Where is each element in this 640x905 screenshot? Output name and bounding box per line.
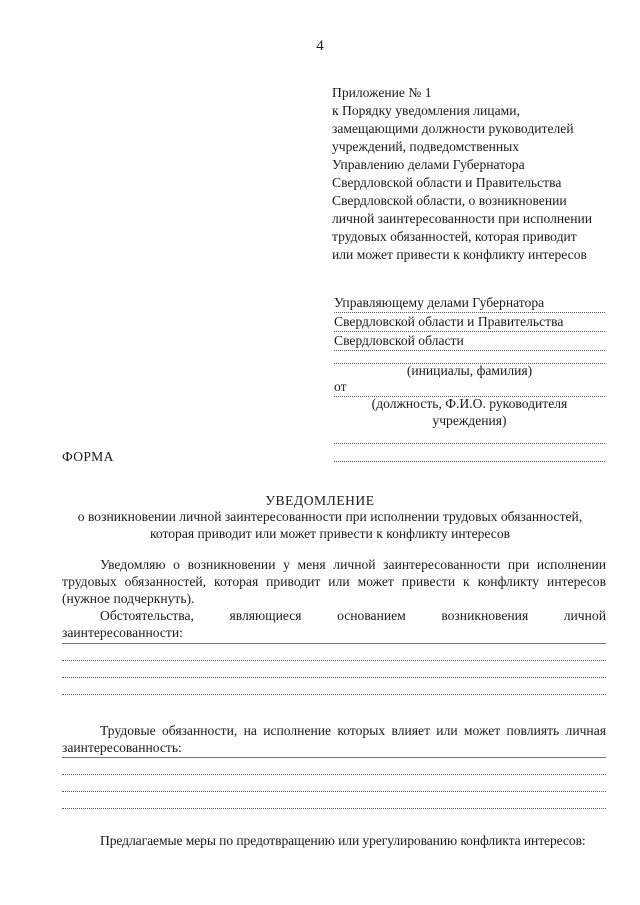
fill-line xyxy=(62,677,606,678)
appendix-line: замещающими должности руководителей xyxy=(332,121,574,136)
circumstances-paragraph xyxy=(62,607,606,641)
document-title: УВЕДОМЛЕНИЕ xyxy=(265,493,375,508)
fill-line xyxy=(62,808,606,809)
appendix-line: учреждений, подведомственных xyxy=(332,139,520,154)
word: основанием xyxy=(337,608,406,623)
addressee-line-1: Управляющему делами Губернатора xyxy=(334,294,605,313)
word: Обстоятельства, xyxy=(100,608,194,623)
circumstances-end: заинтересованности: xyxy=(62,625,183,640)
appendix-line: личной заинтересованности при исполнении xyxy=(332,211,593,226)
circumstances-first-line xyxy=(62,607,606,624)
word: возникновения xyxy=(441,608,529,623)
fill-line xyxy=(62,791,606,792)
fill-line xyxy=(62,774,606,775)
addressee-line-2: Свердловской области и Правительства xyxy=(334,313,605,332)
word: являющиеся xyxy=(229,608,302,623)
appendix-line: к Порядку уведомления лицами, xyxy=(332,103,520,118)
blank-line xyxy=(334,443,605,462)
addressee-line-3: Свердловской области xyxy=(334,332,605,351)
fill-line xyxy=(62,643,606,644)
appendix-line: Управлению делами Губернатора xyxy=(332,157,525,172)
appendix-line: Свердловской области, о возникновении xyxy=(332,193,567,208)
fill-line xyxy=(62,757,606,758)
notify-paragraph: Уведомляю о возникновении у меня личной заинтересованности при исполнении трудовых обязанностей, которая приводит или может привести к конфликту интересов (нужное подчеркнуть). xyxy=(62,557,606,606)
form-label: ФОРМА xyxy=(62,449,114,464)
measures-paragraph: Предлагаемые меры по предотвращению или урегулированию конфликта интересов: xyxy=(100,833,586,848)
appendix-line: трудовых обязанностей, которая приводит xyxy=(332,229,577,244)
from-label: от xyxy=(334,379,347,394)
initials-hint: (инициалы, фамилия) xyxy=(406,363,533,378)
position-hint-1: (должность, Ф.И.О. руководителя xyxy=(371,396,568,411)
subtitle-line: которая приводит или может привести к конфликту интересов xyxy=(149,526,511,541)
word: личной xyxy=(563,608,606,623)
page-number: 4 xyxy=(316,38,324,54)
appendix-line: Приложение № 1 xyxy=(332,85,432,100)
position-hint-2: учреждения) xyxy=(432,413,507,428)
blank-line xyxy=(334,425,605,444)
subtitle-line: о возникновении личной заинтересованности при исполнении трудовых обязанностей, xyxy=(77,509,583,524)
fill-line xyxy=(62,660,606,661)
duties-paragraph: Трудовые обязанности, на исполнение которых влияет или может повлиять личная заинтересованность: xyxy=(62,723,606,755)
appendix-line: Свердловской области и Правительства xyxy=(332,175,562,190)
fill-line xyxy=(62,694,606,695)
appendix-block xyxy=(332,84,632,264)
appendix-line: или может привести к конфликту интересов xyxy=(332,247,587,262)
document-subtitle xyxy=(40,508,620,542)
